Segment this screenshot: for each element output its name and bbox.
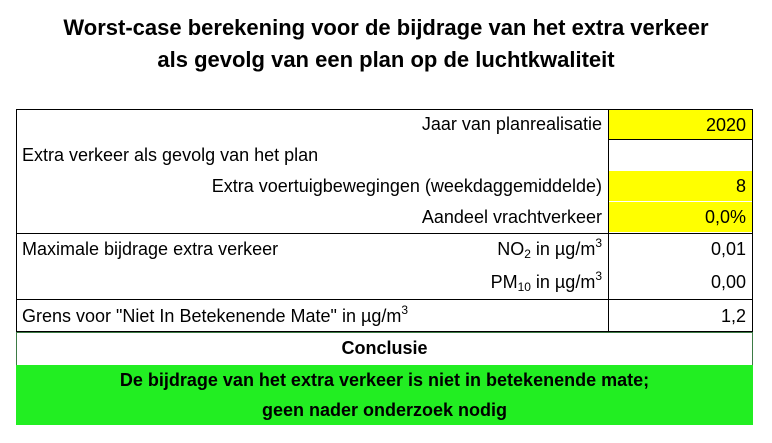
conclusie-frame <box>752 332 753 365</box>
grens-label: Grens voor "Niet In Betekenende Mate" in $\mu g/m^3$ <box>22 303 409 326</box>
extra-verkeer-header: Extra verkeer als gevolg van het plan <box>22 145 319 165</box>
grid-line <box>16 233 753 234</box>
conclusie-box <box>16 365 753 425</box>
grid-line <box>608 139 753 140</box>
grid-line <box>16 299 753 300</box>
grens-value-cell[interactable]: 1,2 <box>720 306 746 326</box>
title-line-1: Worst-case berekening voor de bijdrage van het extra verkeer <box>63 15 709 40</box>
title-line-2: als gevolg van een plan op de luchtkwaliteit <box>157 47 615 72</box>
voertuig-value-cell[interactable]: 8 <box>609 171 752 201</box>
grid-line <box>16 109 17 332</box>
conclusie-line-1: De bijdrage van het extra verkeer is niet in betekenende mate; <box>119 370 650 390</box>
page-title <box>0 12 772 76</box>
max-bijdrage-label: Maximale bijdrage extra verkeer <box>22 239 279 259</box>
pm10-value-cell[interactable]: 0,00 <box>710 272 746 292</box>
no2-label: $NO_2$ in $\mu g/m^3$ <box>497 236 602 261</box>
grid-line <box>608 109 609 332</box>
conclusie-header: Conclusie <box>341 338 428 358</box>
conclusie-frame <box>16 332 753 333</box>
no2-value-cell[interactable]: 0,01 <box>710 239 746 259</box>
conclusie-frame <box>16 332 17 365</box>
grid-line <box>752 109 753 332</box>
pm10-label: $PM_{10}$ in $\mu g/m^3$ <box>490 269 602 294</box>
jaar-value-cell[interactable]: 2020 <box>609 110 752 139</box>
vracht-value-cell[interactable]: 0,0% <box>609 202 752 232</box>
calculation-table <box>16 109 753 425</box>
jaar-label: Jaar van planrealisatie <box>421 114 602 134</box>
voertuig-label: Extra voertuigbewegingen (weekdaggemiddelde) <box>211 176 602 196</box>
conclusie-line-2: geen nader onderzoek nodig <box>261 400 508 420</box>
vracht-label: Aandeel vrachtverkeer <box>421 207 602 227</box>
grid-line <box>16 109 753 110</box>
